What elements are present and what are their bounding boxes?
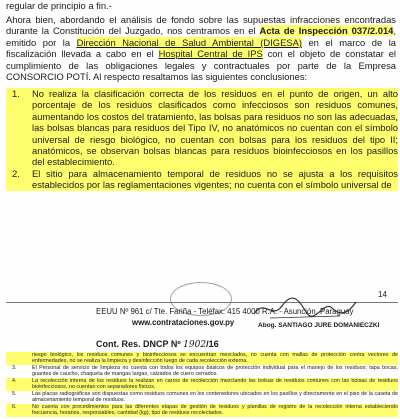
list-item [6,391,398,404]
item-text: riesgo biológico, los residuos comunes y bioinfecciosos se encuentran mezclados, no cuenta con mallas de protección contra vectores de enfermedades, no se realiza la limpieza y desinfección luego de cada recolección externa. [32,352,398,365]
list-item [6,378,398,391]
list-item [6,88,398,168]
intro-text-2: , emitido por la [6,25,396,48]
hospital-reference: Hospital Central de IPS [158,48,263,60]
top-line: regular de principio a fin.- [6,0,112,11]
item-number: 5. [12,390,17,397]
item-text: Las placas radiográficas son dispuestas como residuos comunes en los contenedores ubicados en los pasillos y directamente en el piso de la caseta de almacenamiento temporal de residuos. [32,390,398,404]
item-number: 3. [12,364,17,371]
list-item [6,404,398,417]
resolution-number: 1902 [183,340,207,350]
conclusions-list-top [6,88,398,191]
list-item [6,168,398,191]
item-number: 1. [12,88,20,99]
item-number: 4. [12,377,17,384]
intro-text-1: Ahora bien, abordando el análisis de fondo sobre las supuestas infracciones encontradas durante la Constitución del Juzgado, nos centramos en el [6,14,396,37]
intro-paragraph [6,14,396,82]
resolution-label: Cont. Res. DNCP Nº [96,339,181,349]
list-item [6,352,398,365]
footer-website: www.contrataciones.gov.py [132,318,235,327]
item-text: El Personal de servicio de limpieza no cuenta con todos los equipos básicos de protección individual para el manejo de los residuos; tapa bocas, guantes de caucho, chaqueta de mangas largas, calzados de cuero cerrados. [32,364,398,378]
item-number: 6. [12,403,17,410]
footer-address: EEUU Nº 961 c/ Tte. Fariña - Teléfax: 415 4000 R.A. - Asunción, Paraguay [96,307,354,316]
list-item [6,365,398,378]
item-text: La recolección interna de los residuos la realizan en carros de recolección mezclando las bolsas de residuos comunes con las bolsas de residuos bioinfecciosos, no cuentan con separadores físicos. [32,377,398,391]
signature-icon [250,294,360,322]
intro-text-4: con el objeto de constatar el cumplimiento de las obligaciones legales y contractuales por parte de la Empresa CONSORCIO POTÍ. Al respecto resaltamos las siguientes conclusiones: [6,48,396,83]
intro-text-3: en el marco de la fiscalización llevada a cabo en el [6,36,396,60]
digesa-reference: Dirección Nacional de Salud Ambiental (DIGESA) [76,36,302,48]
item-text: No cuenta con procedimientos para las diferentes etapas de gestión de residuos y planillas de registro de la recolección interna estableciendo frecuencia, horarios, responsables, cantidad (kg), tipo de residuos recolectados. [32,403,398,417]
page-number: 14 [378,290,387,299]
page-footer [0,288,400,336]
item-text: No realiza la clasificación correcta de los residuos en el punto de origen, un alto porcentaje de los residuos clasificados como infecciosos son residuos comunes, aumentando los costos del tratamiento, las bolsas para residuos no son las adecuadas, las bolsas blancas para residuos del Tipo IV, no anatómicos no cuentan con el símbolo universal de riesgo biológico, no cuentan con bolsas para los residuos del tipo II; anatómicos, se observan bolsas blancas para residuos bioinfecciosos en los pasillos del establecimiento. [32,88,398,168]
signer-name: Abog. SANTIAGO JURE DOMANIECZKI [258,322,380,329]
conclusions-list-bottom [6,352,398,417]
resolution-reference [96,339,219,350]
acta-reference: Acta de Inspección 037/2.014 [259,25,394,37]
item-text: El sitio para almacenamiento temporal de residuos no se ajusta a los requisitos establecidos por las reglamentaciones vigentes; no cuenta con el símbolo universal de [32,167,398,191]
resolution-year: /16 [206,339,219,349]
item-number: 2. [12,167,20,179]
